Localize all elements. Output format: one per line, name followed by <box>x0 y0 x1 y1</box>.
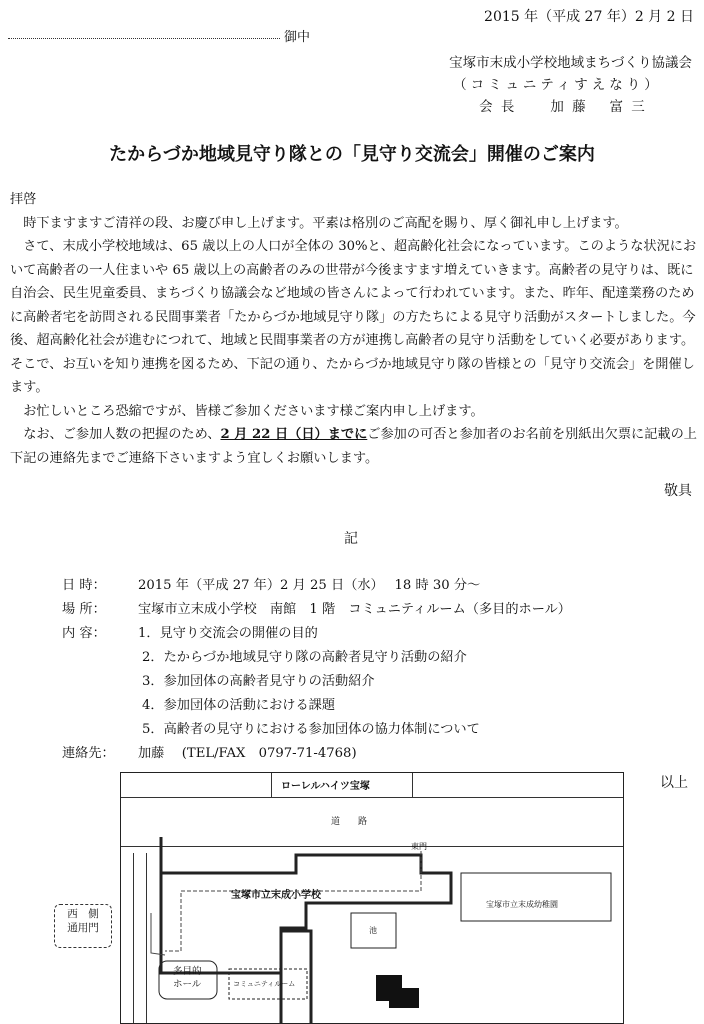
paragraph-4 <box>10 423 700 470</box>
contact-row <box>62 742 571 766</box>
content-row <box>62 622 571 646</box>
map-black-block <box>389 988 419 1008</box>
org-nickname: （コミュニティすえなり） <box>453 77 662 93</box>
place-value: 宝塚市立末成小学校 南館 1 階 コミュニティルーム（多目的ホール） <box>138 602 571 617</box>
contact-label: 連絡先： <box>62 746 115 761</box>
document-title: たからづか地域見守り隊との「見守り交流会」開催のご案内 <box>109 144 595 165</box>
content-label: 内 容： <box>62 626 106 641</box>
chair-line <box>449 96 692 118</box>
paragraph-4-post: ご参加の可否と参加者のお名前を別紙出欠票に記載の上下記の連絡先までご連絡下さいますよう宜しくお願いします。 <box>10 427 697 466</box>
closing: 敬具 <box>664 483 692 499</box>
map-kindergarten-label: 宝塚市立末成幼稚園 <box>486 900 558 909</box>
paragraph-4-pre: なお、ご参加人数の把握のため、 <box>23 427 221 442</box>
content-item: 1．見守り交流会の開催の目的 <box>138 626 318 641</box>
content-item: 4．参加団体の活動における課題 <box>142 698 336 713</box>
chair-name: 加 藤 富 三 <box>550 99 647 115</box>
west-gate-callout: 西 側 通用門 <box>54 904 112 948</box>
map-route-west <box>151 913 165 955</box>
document-date: 2015 年（平成 27 年）2 月 2 日 <box>484 9 694 25</box>
recipient-blank <box>8 38 280 39</box>
greeting: 拝啓 <box>10 192 37 207</box>
content-item: 3．参加団体の高齢者見守りの活動紹介 <box>142 674 375 689</box>
map-apartment-label: ローレルハイツ宝塚 <box>281 781 370 792</box>
datetime-row <box>62 574 571 598</box>
content-item: 2．たからづか地域見守り隊の高齢者見守り活動の紹介 <box>142 650 467 665</box>
deadline: 2 月 22 日（日）までに <box>220 427 368 442</box>
map-route <box>165 851 421 951</box>
map-road-label: 道 路 <box>331 817 368 827</box>
sender-block <box>449 52 692 118</box>
recipient-suffix: 御中 <box>284 30 311 45</box>
chair-title: 会 長 <box>479 99 517 115</box>
map-school-building <box>161 837 451 973</box>
recipient-line <box>8 26 310 45</box>
datetime-label: 日 時： <box>62 578 106 593</box>
datetime-value: 2015 年（平成 27 年）2 月 25 日（水） 18 時 30 分～ <box>138 578 481 593</box>
map-kindergarten <box>461 873 611 921</box>
org-name: 宝塚市末成小学校地域まちづくり協議会 <box>449 55 692 71</box>
map-community-room-label: コミュニティルーム <box>233 980 296 988</box>
paragraph-1: 時下ますますご清祥の段、お慶び申し上げます。平素は格別のご高配を賜り、厚く御礼申し上げます。 <box>23 215 628 231</box>
ki-heading: 記 <box>344 531 358 547</box>
place-label: 場 所： <box>62 602 106 617</box>
map-school-label: 宝塚市立末成小学校 <box>231 890 321 901</box>
contact-value: 加藤 (TEL/FAX 0797-71-4768) <box>138 746 357 761</box>
letter-body <box>10 188 700 470</box>
map-pool-label: 池 <box>369 926 377 935</box>
content-item: 5．高齢者の見守りにおける参加団体の協力体制について <box>142 722 480 737</box>
paragraph-2: さて、末成小学校地域は、65 歳以上の人口が全体の 30%と、超高齢化社会になっています。このような状況において高齢者の一人住まいや 65 歳以上の高齢者のみの世帯が今後ますます増えていきます。高齢者の見守りは、既に自治会、民生児童委員、まちづくり協議会など地域の皆さんによって行われています。また、昨年、配達業務のために高齢者宅を訪問される民間事業者「たからづか地域見守り隊」の方たちによる見守り活動がスタートしました。今後、超高齢化社会が進むにつれて、地域と民間事業者の方が連携し高齢者の見守り活動をしていく必要があります。そこで、お互いを知り連携を図るため、下記の通り、たからづか地域見守り隊の皆様との「見守り交流会」を開催します。 <box>10 239 697 395</box>
details-block <box>62 574 571 766</box>
map-hall-label: 多目的 ホール <box>173 966 202 990</box>
place-row <box>62 598 571 622</box>
map-east-gate-label: 東門 <box>411 842 427 851</box>
site-map <box>120 772 624 1024</box>
paragraph-3: お忙しいところ恐縮ですが、皆様ご参加くださいます様ご案内申し上げます。 <box>23 403 484 419</box>
ijo: 以上 <box>660 775 688 791</box>
